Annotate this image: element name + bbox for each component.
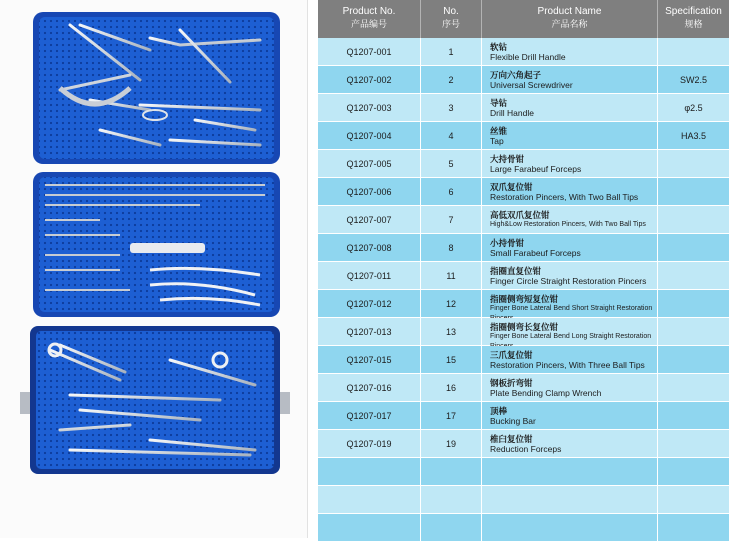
- specification-cell: [658, 262, 729, 290]
- product-name-cell: [482, 234, 658, 262]
- product-code-cell: Q1207-015: [318, 346, 421, 374]
- table-row: [318, 94, 729, 122]
- product-name-cell: [482, 150, 658, 178]
- specification-cell: HA3.5: [680, 131, 706, 141]
- product-name-chinese: 软钻: [490, 42, 508, 52]
- table-row: [318, 374, 729, 402]
- product-code-cell: Q1207-001: [318, 38, 421, 66]
- product-name-chinese: 高低双爪复位钳: [490, 210, 550, 220]
- sequence-number-cell: 8: [421, 234, 482, 262]
- product-name-chinese: 导钻: [490, 98, 508, 108]
- table-row: [318, 150, 729, 178]
- product-code-cell: Q1207-007: [318, 206, 421, 234]
- product-name-english: Universal Screwdriver: [490, 80, 573, 90]
- product-name-english: Reduction Forceps: [490, 444, 562, 454]
- table-header: [318, 0, 729, 38]
- specification-cell: φ2.5: [684, 103, 703, 113]
- table-row: [318, 318, 729, 346]
- table-row: [318, 66, 729, 94]
- product-name-cell: [482, 374, 658, 402]
- specification-cell: [658, 178, 729, 206]
- product-code-cell: Q1207-002: [318, 66, 421, 94]
- table-row: [318, 430, 729, 458]
- product-name-cell: [482, 458, 658, 486]
- product-name-english: Finger Bone Lateral Bend Short Straight Restoration: [490, 305, 653, 312]
- product-name-cell: [482, 122, 658, 150]
- sequence-number-cell: 15: [421, 346, 482, 374]
- sequence-number-cell: 5: [421, 150, 482, 178]
- sequence-number-cell: 2: [421, 66, 482, 94]
- specification-cell: SW2.5: [679, 75, 707, 85]
- product-code-cell: Q1207-013: [318, 318, 421, 346]
- specification-cell: [658, 402, 729, 430]
- product-code-cell: Q1207-005: [318, 150, 421, 178]
- product-name-chinese: 指圈侧弯长复位钳: [490, 322, 559, 332]
- product-name-cell: [482, 94, 658, 122]
- specification-cell: [658, 346, 729, 374]
- sequence-number-cell: 11: [421, 262, 482, 290]
- tray-top: [33, 12, 280, 164]
- table-row: [318, 262, 729, 290]
- product-name-english: Restoration Pincers, With Two Ball Tips: [490, 192, 639, 202]
- product-name-english: Plate Bending Clamp Wrench: [490, 388, 602, 398]
- product-name-english: Small Farabeuf Forceps: [490, 248, 581, 258]
- product-table: [318, 0, 729, 538]
- product-name-english: Flexible Drill Handle: [490, 52, 566, 62]
- specification-cell: [658, 318, 729, 346]
- product-name-cell: [482, 290, 658, 318]
- instrument-trays-illustration: [0, 0, 308, 538]
- product-code-cell: [318, 458, 421, 486]
- sequence-number-cell: 7: [421, 206, 482, 234]
- sequence-number-cell: 3: [421, 94, 482, 122]
- product-name-english: Tap: [490, 136, 504, 146]
- product-name-cell: [482, 486, 658, 514]
- product-name-cell: [482, 262, 658, 290]
- sequence-number-cell: 16: [421, 374, 482, 402]
- product-name-cell: [482, 66, 658, 94]
- product-name-english: Finger Bone Lateral Bend Long Straight Restoration: [490, 333, 652, 340]
- product-name-chinese: 钢板折弯钳: [490, 378, 533, 388]
- table-row: [318, 178, 729, 206]
- product-name-english: Drill Handle: [490, 108, 534, 118]
- product-name-chinese: 指圈直复位钳: [490, 266, 542, 276]
- sequence-number-cell: [421, 458, 482, 486]
- product-code-cell: Q1207-006: [318, 178, 421, 206]
- sequence-number-cell: 17: [421, 402, 482, 430]
- product-name-cell: [482, 206, 658, 234]
- product-code-cell: Q1207-011: [318, 262, 421, 290]
- table-row: [318, 458, 729, 486]
- tray-bottom: [20, 326, 290, 474]
- specification-cell: [658, 430, 729, 458]
- product-name-cell: [482, 430, 658, 458]
- specification-cell: [658, 374, 729, 402]
- specification-cell: [658, 486, 729, 514]
- product-name-cell: [482, 178, 658, 206]
- product-name-english: High&Low Restoration Pincers, With Two Ball Tips: [490, 221, 646, 228]
- specification-cell: [658, 38, 729, 66]
- product-name-chinese: 三爪复位钳: [490, 350, 533, 360]
- product-code-cell: Q1207-017: [318, 402, 421, 430]
- product-name-chinese: 椎臼复位钳: [490, 434, 533, 444]
- product-code-cell: Q1207-004: [318, 122, 421, 150]
- product-name-cell: [482, 346, 658, 374]
- product-name-english: Restoration Pincers, With Three Ball Tips: [490, 360, 645, 370]
- header-specification: Specification 规格: [665, 6, 722, 29]
- instrument-set-photo: [0, 0, 308, 538]
- specification-cell: [658, 234, 729, 262]
- product-name-cell: [482, 318, 658, 346]
- product-name-chinese: 双爪复位钳: [490, 182, 533, 192]
- sequence-number-cell: 1: [421, 38, 482, 66]
- specification-cell: [658, 206, 729, 234]
- sequence-number-cell: 19: [421, 430, 482, 458]
- header-product-no: Product No. 产品编号: [318, 0, 421, 38]
- product-name-chinese: 小持骨钳: [490, 238, 525, 248]
- sequence-number-cell: [421, 486, 482, 514]
- product-code-cell: Q1207-003: [318, 94, 421, 122]
- product-code-cell: Q1207-016: [318, 374, 421, 402]
- specification-cell: [658, 290, 729, 318]
- sequence-number-cell: 4: [421, 122, 482, 150]
- sequence-number-cell: 6: [421, 178, 482, 206]
- product-name-chinese: 万向六角起子: [490, 70, 542, 80]
- product-name-chinese: 指圈侧弯短复位钳: [490, 294, 559, 304]
- sequence-number-cell: 12: [421, 290, 482, 318]
- product-code-cell: [318, 486, 421, 514]
- product-code-cell: Q1207-019: [318, 430, 421, 458]
- specification-cell: [658, 458, 729, 486]
- table-row: [318, 290, 729, 318]
- table-row: [318, 346, 729, 374]
- header-no: No. 序号: [421, 0, 482, 38]
- product-code-cell: Q1207-008: [318, 234, 421, 262]
- product-name-chinese: 顶棒: [490, 406, 508, 416]
- product-name-english: Finger Circle Straight Restoration Pincers: [490, 276, 647, 286]
- table-row: [318, 38, 729, 66]
- tray-middle: [33, 172, 280, 317]
- product-name-english: Bucking Bar: [490, 416, 536, 426]
- table-row: [318, 206, 729, 234]
- product-code-cell: Q1207-012: [318, 290, 421, 318]
- product-name-chinese: 大持骨钳: [490, 154, 525, 164]
- table-row: [318, 234, 729, 262]
- specification-cell: [658, 150, 729, 178]
- header-product-name: Product Name 产品名称: [482, 0, 658, 38]
- table-row: [318, 402, 729, 430]
- product-name-cell: [482, 38, 658, 66]
- product-name-chinese: 丝锥: [490, 126, 508, 136]
- table-row: [318, 486, 729, 514]
- table-row: [318, 122, 729, 150]
- product-name-cell: [482, 402, 658, 430]
- sequence-number-cell: 13: [421, 318, 482, 346]
- product-name-english: Large Farabeuf Forceps: [490, 164, 582, 174]
